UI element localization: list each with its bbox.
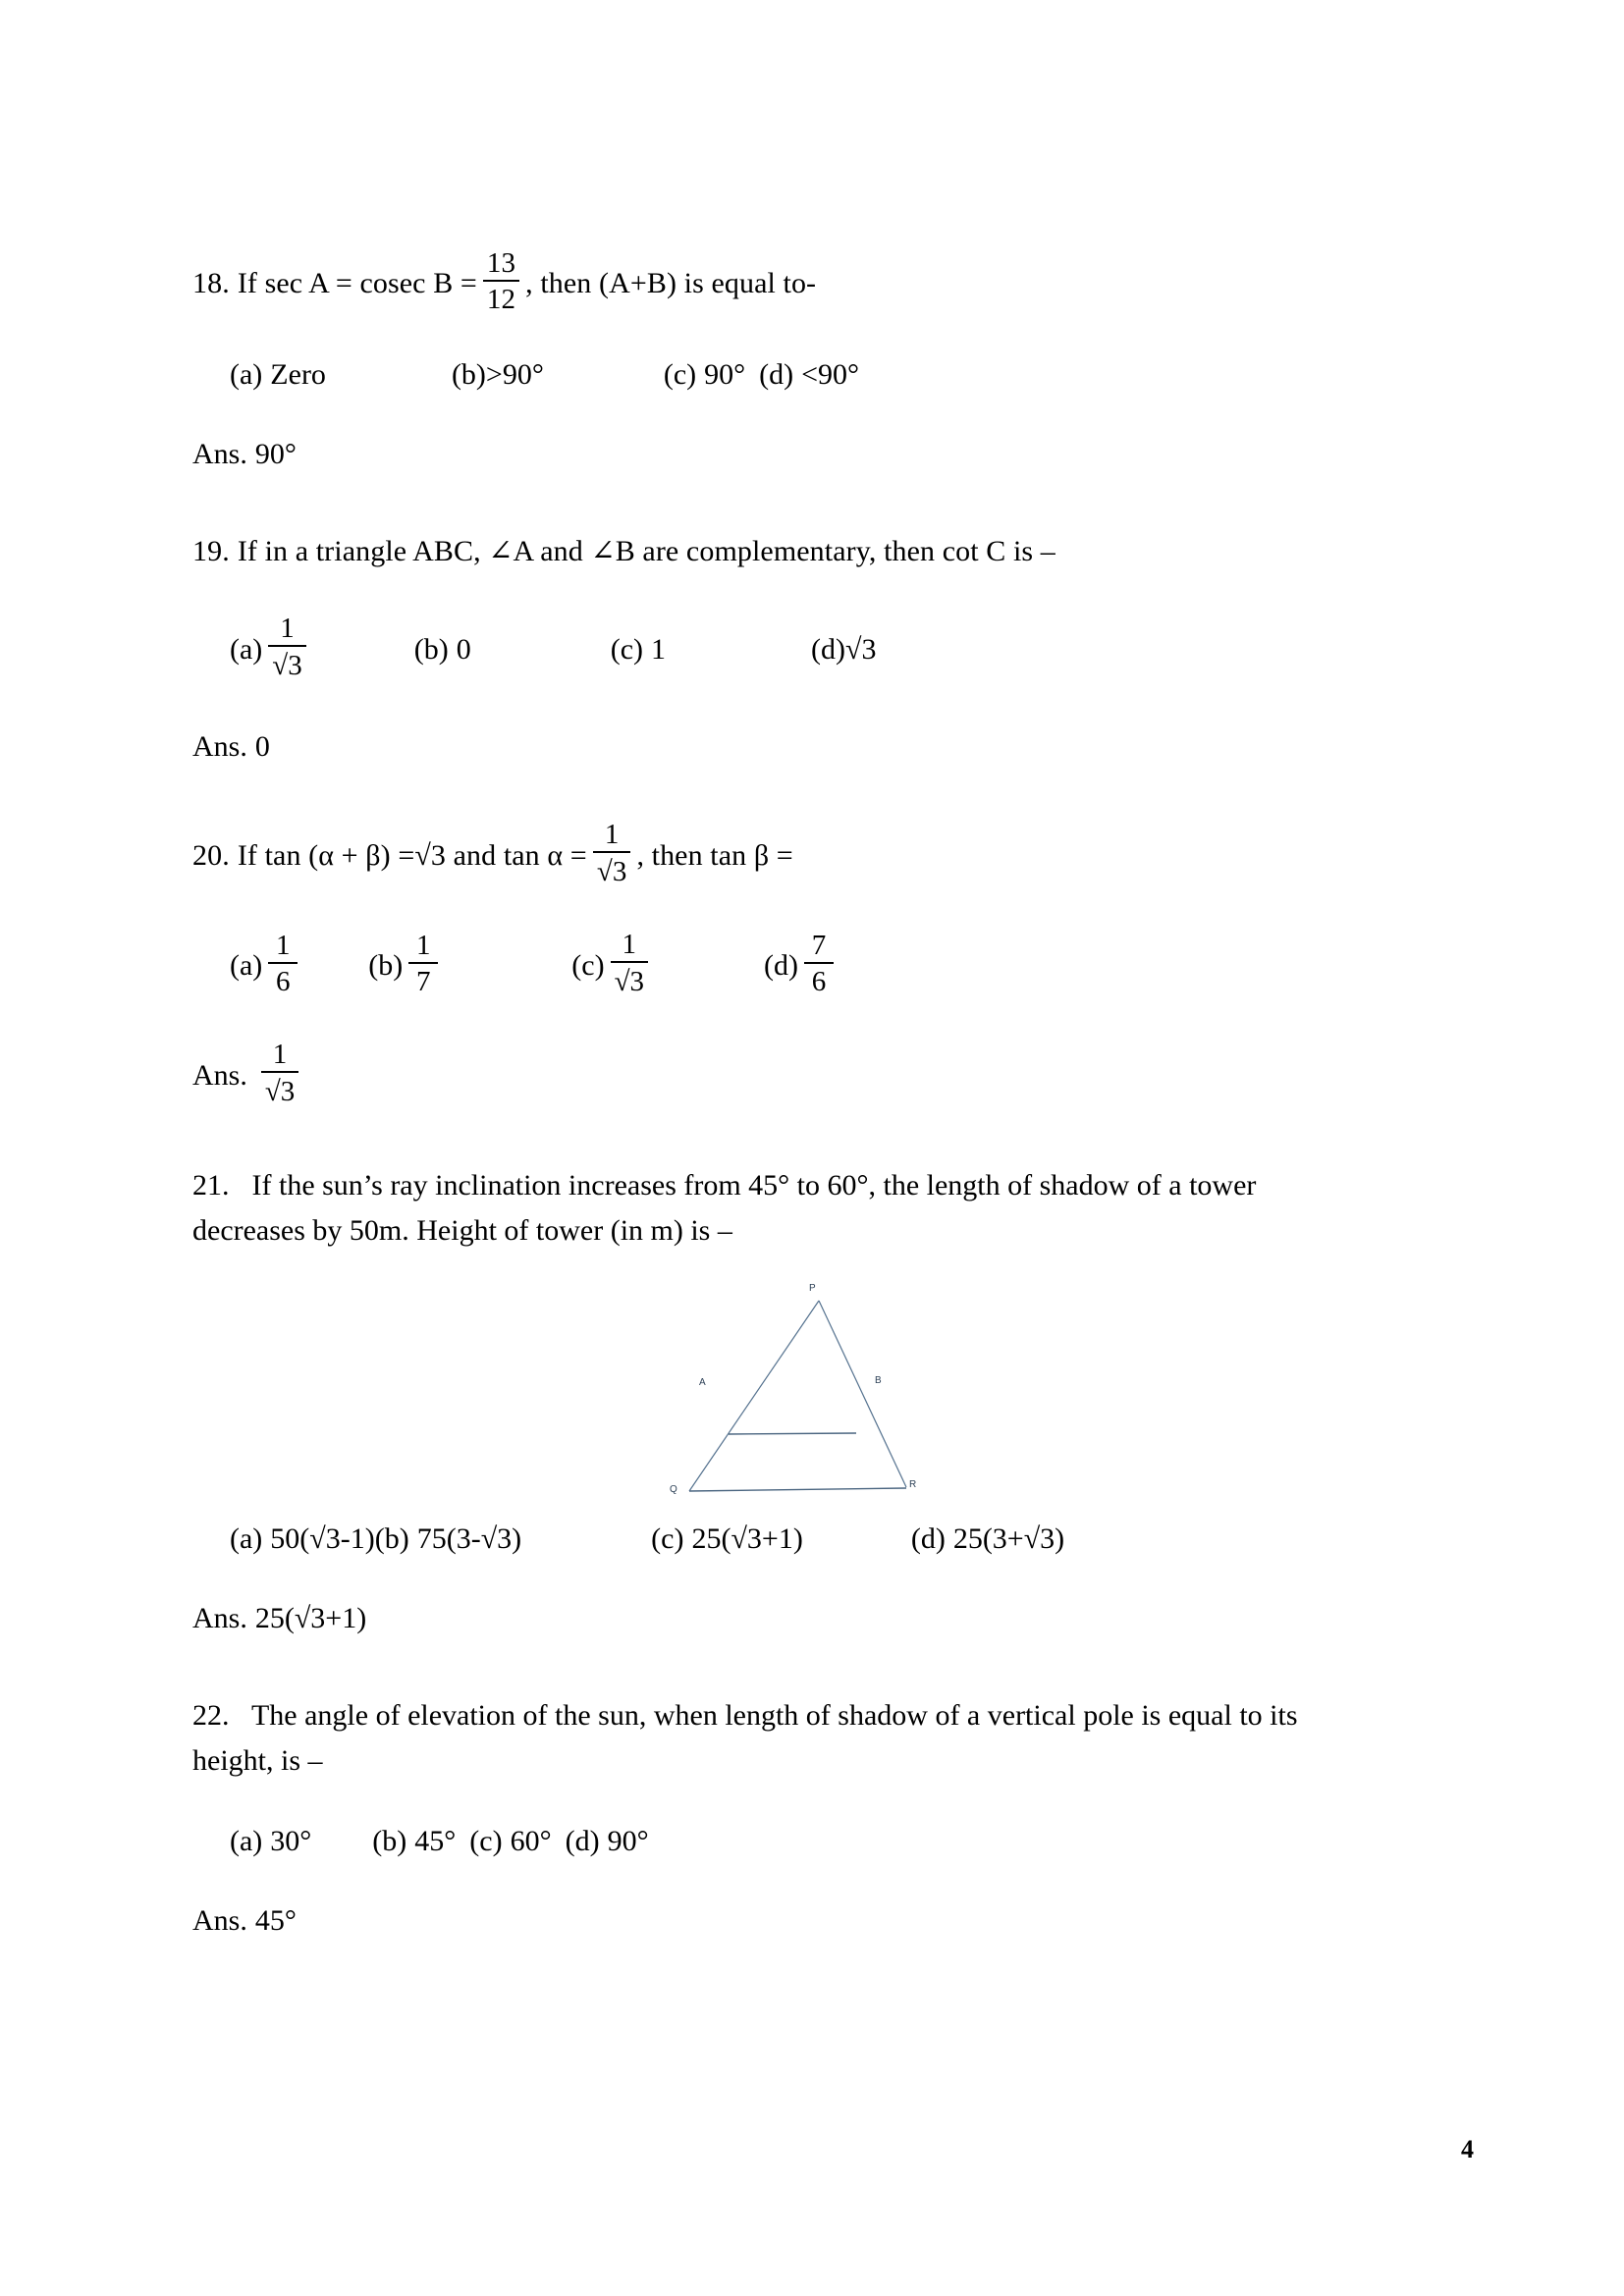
fraction-numerator: 1 bbox=[272, 1039, 288, 1070]
option-fraction bbox=[268, 931, 298, 997]
answer-value: 25(√3+1) bbox=[254, 1602, 367, 1634]
question-18-fraction bbox=[483, 248, 519, 315]
option-21-c[interactable] bbox=[651, 1522, 803, 1556]
option-tag: (d) bbox=[910, 1522, 946, 1555]
option-text: 25(√3+1) bbox=[691, 1522, 803, 1555]
fraction-denominator: √3 bbox=[264, 1076, 296, 1107]
fraction-numerator: 1 bbox=[276, 930, 291, 961]
option-tag: (d) bbox=[764, 949, 798, 982]
option-tag: (b) bbox=[368, 949, 404, 982]
question-20-stem-before: If tan (α + β) =√3 and tan α = bbox=[237, 839, 587, 872]
option-19-a[interactable] bbox=[230, 615, 312, 684]
answer-label: Ans. bbox=[192, 1059, 247, 1092]
figure-label-P: P bbox=[809, 1283, 816, 1294]
figure-label-A: A bbox=[699, 1377, 706, 1388]
question-18-stem bbox=[192, 247, 1420, 317]
option-22-b[interactable] bbox=[372, 1825, 456, 1858]
triangle-side-PQ bbox=[689, 1301, 819, 1491]
fraction-bar bbox=[261, 1071, 298, 1073]
option-21-a[interactable] bbox=[230, 1522, 375, 1556]
question-20-fraction bbox=[593, 820, 631, 888]
question-19-stem-text: If in a triangle ABC, ∠A and ∠B are complementary, then cot C is – bbox=[237, 535, 1056, 567]
option-text: <90° bbox=[801, 358, 860, 391]
question-22-stem bbox=[192, 1693, 1420, 1784]
option-tag: (d) bbox=[759, 358, 794, 391]
option-18-a[interactable] bbox=[230, 358, 326, 392]
option-20-d[interactable] bbox=[764, 930, 839, 999]
option-tag: (d) bbox=[565, 1825, 600, 1857]
fraction-bar bbox=[593, 851, 631, 853]
answer-value: 45° bbox=[254, 1904, 297, 1937]
option-fraction bbox=[408, 931, 438, 997]
option-tag: (c) bbox=[651, 1522, 684, 1555]
segment-AB bbox=[729, 1433, 856, 1434]
option-19-c[interactable] bbox=[611, 633, 666, 667]
option-tag: (c) bbox=[663, 358, 697, 391]
question-22-number: 22. bbox=[192, 1699, 230, 1732]
fraction-numerator: 1 bbox=[622, 929, 637, 960]
option-tag: (a) bbox=[230, 633, 263, 666]
option-tag: (a) bbox=[230, 1522, 263, 1555]
option-text: Zero bbox=[270, 358, 326, 391]
question-20-number: 20. bbox=[192, 839, 230, 872]
option-fraction bbox=[611, 930, 648, 998]
question-18-stem-after: , then (A+B) is equal to- bbox=[525, 267, 817, 299]
option-19-d[interactable] bbox=[811, 633, 876, 667]
question-21-stem bbox=[192, 1163, 1420, 1254]
question-21-number: 21. bbox=[192, 1169, 230, 1201]
fraction-bar bbox=[268, 645, 305, 647]
answer-fraction bbox=[261, 1040, 298, 1108]
triangle-tower-shadow-diagram bbox=[664, 1283, 948, 1509]
fraction-denominator: 6 bbox=[811, 966, 827, 997]
option-22-a[interactable] bbox=[230, 1825, 311, 1858]
fraction-denominator: 6 bbox=[276, 966, 291, 997]
question-20-answer bbox=[192, 1041, 1420, 1110]
question-18-number: 18. bbox=[192, 267, 230, 299]
option-text: 30° bbox=[270, 1825, 312, 1857]
option-19-b[interactable] bbox=[414, 633, 471, 667]
page-content bbox=[192, 247, 1420, 1943]
option-21-b[interactable] bbox=[375, 1522, 521, 1556]
question-19-stem bbox=[192, 529, 1420, 574]
answer-label: Ans. bbox=[192, 1904, 247, 1937]
option-tag: (d) bbox=[811, 633, 845, 666]
option-tag: (a) bbox=[230, 358, 263, 391]
question-18-options bbox=[192, 358, 1420, 392]
triangle-side-PR bbox=[819, 1301, 906, 1487]
option-text: √3 bbox=[844, 633, 877, 666]
option-20-b[interactable] bbox=[368, 930, 444, 999]
option-tag: (b) bbox=[374, 1522, 409, 1555]
option-tag: (c) bbox=[571, 949, 605, 982]
option-text: 60° bbox=[510, 1825, 552, 1857]
answer-value: 90° bbox=[254, 438, 297, 470]
option-text: 1 bbox=[651, 633, 666, 666]
figure-label-Q: Q bbox=[670, 1484, 677, 1495]
option-20-a[interactable] bbox=[230, 930, 303, 999]
option-tag: (b) bbox=[413, 633, 449, 666]
fraction-bar bbox=[268, 962, 298, 964]
question-21-stem-line2: decreases by 50m. Height of tower (in m) is – bbox=[192, 1214, 732, 1247]
option-text: 75(3-√3) bbox=[416, 1522, 522, 1555]
fraction-numerator: 1 bbox=[416, 930, 431, 961]
option-tag: (a) bbox=[230, 949, 263, 982]
option-18-c[interactable] bbox=[664, 358, 745, 392]
option-fraction bbox=[804, 931, 834, 997]
question-18-stem-before: If sec A = cosec B = bbox=[237, 267, 477, 299]
option-text: 0 bbox=[456, 633, 471, 666]
option-21-d[interactable] bbox=[911, 1522, 1064, 1556]
question-20-stem-after: , then tan β = bbox=[636, 839, 793, 872]
triangle-base-QR bbox=[689, 1488, 906, 1491]
fraction-numerator: 7 bbox=[811, 930, 827, 961]
option-text: 90° bbox=[607, 1825, 649, 1857]
option-text: 45° bbox=[414, 1825, 457, 1857]
question-19-answer bbox=[192, 725, 1420, 769]
fraction-denominator: √3 bbox=[596, 856, 627, 887]
fraction-bar bbox=[483, 280, 519, 282]
figure-label-R: R bbox=[909, 1479, 917, 1490]
answer-label: Ans. bbox=[192, 730, 247, 763]
option-tag: (b) bbox=[372, 1825, 407, 1857]
figure-label-B: B bbox=[875, 1375, 882, 1386]
option-text: 90° bbox=[704, 358, 746, 391]
fraction-numerator: 1 bbox=[280, 613, 295, 644]
triangle-diagram-svg bbox=[664, 1283, 948, 1509]
option-22-d[interactable] bbox=[566, 1825, 649, 1858]
question-22-stem-line2: height, is – bbox=[192, 1744, 323, 1777]
fraction-numerator: 1 bbox=[604, 819, 620, 850]
option-tag: (a) bbox=[230, 1825, 263, 1857]
fraction-bar bbox=[804, 962, 834, 964]
option-tag: (b) bbox=[451, 358, 486, 391]
fraction-denominator: 7 bbox=[416, 966, 431, 997]
question-22-stem-line1: The angle of elevation of the sun, when length of shadow of a vertical pole is equal to its bbox=[250, 1699, 1298, 1732]
option-20-c[interactable] bbox=[571, 929, 654, 1000]
answer-value: 0 bbox=[254, 730, 270, 763]
option-18-d[interactable] bbox=[759, 358, 859, 392]
option-22-c[interactable] bbox=[469, 1825, 551, 1858]
fraction-bar bbox=[611, 961, 648, 963]
option-text: >90° bbox=[485, 358, 544, 391]
option-text: 50(√3-1) bbox=[270, 1522, 375, 1555]
question-19-options bbox=[192, 615, 1420, 684]
option-fraction bbox=[268, 614, 305, 682]
question-22-answer bbox=[192, 1899, 1420, 1943]
question-21-options bbox=[192, 1522, 1420, 1556]
question-21-figure-wrap bbox=[192, 1283, 1420, 1509]
option-text: 25(3+√3) bbox=[952, 1522, 1065, 1555]
option-tag: (c) bbox=[610, 633, 643, 666]
option-tag: (c) bbox=[469, 1825, 503, 1857]
question-19-number: 19. bbox=[192, 535, 230, 567]
fraction-denominator: 12 bbox=[486, 284, 516, 315]
question-20-stem bbox=[192, 819, 1420, 890]
question-18-answer bbox=[192, 433, 1420, 476]
fraction-denominator: √3 bbox=[614, 966, 644, 997]
fraction-denominator: √3 bbox=[272, 650, 302, 681]
question-21-answer bbox=[192, 1597, 1420, 1640]
question-21-stem-line1: If the sun’s ray inclination increases from 45° to 60°, the length of shadow of a tower bbox=[251, 1169, 1257, 1201]
option-18-b[interactable] bbox=[452, 358, 544, 392]
question-22-options bbox=[192, 1825, 1420, 1858]
page-number: 4 bbox=[1461, 2135, 1474, 2163]
answer-label: Ans. bbox=[192, 1602, 247, 1634]
answer-label: Ans. bbox=[192, 438, 247, 470]
fraction-bar bbox=[408, 962, 438, 964]
fraction-numerator: 13 bbox=[486, 247, 516, 279]
question-20-options bbox=[192, 929, 1420, 1000]
